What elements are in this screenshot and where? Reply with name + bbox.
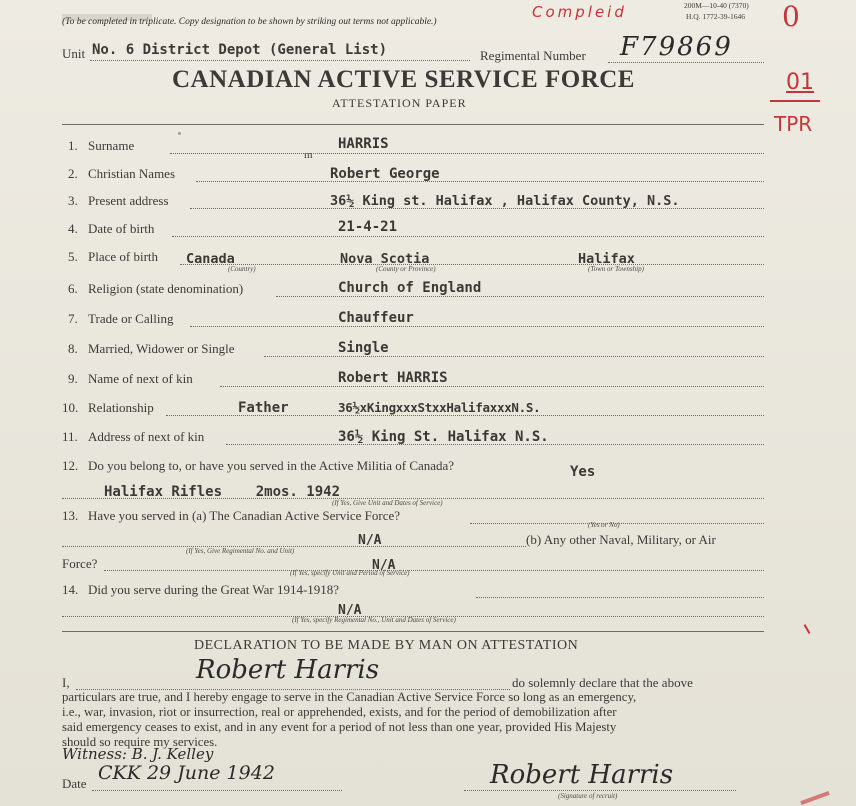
scan-speck <box>178 132 181 135</box>
signature-caption: (Signature of recruit) <box>558 792 618 800</box>
field-number: 5. <box>68 249 78 264</box>
date-label: Date <box>62 776 87 791</box>
witness-signature: Witness: B. J. Kelley <box>62 745 214 763</box>
completed-stamp: Compleid <box>532 3 627 21</box>
red-margin-mark <box>800 791 830 805</box>
margin-note-01: 01 <box>786 70 814 95</box>
field-line <box>190 208 764 209</box>
field-line <box>196 181 764 182</box>
question-number: 14. <box>62 582 79 597</box>
answer-a: N/A <box>358 533 382 548</box>
declaration-signed-name: Robert Harris <box>196 655 380 685</box>
field-number: 4. <box>68 221 78 236</box>
field-value: 36½ King st. Halifax , Halifax County, N.S. <box>330 193 680 209</box>
field-mark: m <box>304 149 313 161</box>
field-number: 6. <box>68 281 78 296</box>
declaration-line-5: should so require my services. <box>62 735 218 749</box>
signature-line <box>464 790 736 791</box>
answer-caption: (If Yes, specify Regimental No., Unit and Dates of Service) <box>292 616 456 624</box>
field-number: 8. <box>68 341 78 356</box>
birth-town-caption: (Town or Township) <box>588 265 644 273</box>
margin-red-line <box>770 100 820 102</box>
field-line <box>264 356 764 357</box>
form-title: CANADIAN ACTIVE SERVICE FORCE <box>172 66 635 93</box>
question-b-text: (b) Any other Naval, Military, or Air <box>526 532 716 547</box>
field-label: Name of next of kin <box>88 371 193 386</box>
declaration-text-end: do solemnly declare that the above <box>512 675 693 690</box>
declaration-heading: DECLARATION TO BE MADE BY MAN ON ATTESTATION <box>194 638 579 653</box>
field-label: Relationship <box>88 400 154 415</box>
regimental-number-line <box>608 62 764 63</box>
question-number: 13. <box>62 508 79 523</box>
regimental-number-value: F79869 <box>620 32 733 62</box>
birth-country-value: Canada <box>186 251 235 267</box>
field-line <box>180 264 764 265</box>
triplicate-note: (To be completed in triplicate. Copy designation to be shown by striking out terms not applicable.) <box>62 17 437 27</box>
field-label: Surname <box>88 138 135 153</box>
field-value: Single <box>338 340 389 356</box>
birth-town-value: Halifax <box>578 251 635 267</box>
form-code-1: 200M—10-40 (7370) <box>684 1 749 10</box>
header-divider <box>62 124 764 125</box>
declaration-line-4: said emergency ceases to exist, and in any event for a period of not less than one year, provided His Majesty <box>62 720 617 734</box>
date-line <box>92 790 342 791</box>
field-number: 1. <box>68 138 78 153</box>
declaration-line-3: i.e., war, invasion, riot or insurrection, real or apprehended, exists, and for the period of demobilization after <box>62 705 617 719</box>
field-label: Present address <box>88 193 169 208</box>
militia-detail: Halifax Rifles 2mos. 1942 <box>104 484 341 500</box>
field-number: 10. <box>62 400 79 415</box>
date-value: CKK 29 June 1942 <box>98 762 275 784</box>
field-value: 21-4-21 <box>338 219 398 235</box>
field-value: Church of England <box>338 280 482 296</box>
question-answer: Yes <box>570 464 596 480</box>
question-number: 12. <box>62 458 79 473</box>
margin-note-zero: 0 <box>782 0 800 33</box>
unit-label: Unit <box>62 46 86 61</box>
declaration-i: I, <box>62 675 70 690</box>
declaration-divider <box>62 631 764 632</box>
field-line <box>276 296 764 297</box>
field-value: Chauffeur <box>338 310 414 326</box>
field-label: Place of birth <box>88 249 159 264</box>
yes-no-caption: (Yes or No) <box>588 521 620 529</box>
field-number: 7. <box>68 311 78 326</box>
field-value: Robert George <box>330 166 440 182</box>
field-value: Robert HARRIS <box>338 370 448 386</box>
question-answer: N/A <box>338 603 362 618</box>
field-line <box>220 386 764 387</box>
force-label: Force? <box>62 556 98 571</box>
field-line <box>172 236 764 237</box>
field-line <box>190 326 764 327</box>
answer-line <box>476 597 764 598</box>
declaration-line-2: particulars are true, and I hereby engage to serve in the Canadian Active Service Force so long as an emergency, <box>62 690 637 704</box>
field-label: Married, Widower or Single <box>88 341 235 356</box>
answer-b: N/A <box>372 558 396 573</box>
unit-line <box>90 60 470 61</box>
birth-province-value: Nova Scotia <box>340 251 430 267</box>
form-code-2: H.Q. 1772-39-1646 <box>686 12 745 21</box>
unit-value: No. 6 District Depot (General List) <box>92 42 388 58</box>
question-text: Did you serve during the Great War 1914-1918? <box>88 582 340 597</box>
field-line <box>170 153 764 154</box>
field-label: Trade or Calling <box>88 311 174 326</box>
field-label: Date of birth <box>88 221 155 236</box>
field-value: HARRIS <box>338 136 389 152</box>
field-line <box>166 415 764 416</box>
field-value: Father <box>238 400 289 416</box>
answer-b-line <box>104 570 764 571</box>
answer-b-caption: (If Yes, specify Unit and Period of Service) <box>290 569 410 577</box>
answer-a-caption: (If Yes, Give Regimental No. and Unit) <box>186 547 295 555</box>
birth-country-caption: (Country) <box>228 265 256 273</box>
field-label: Religion (state denomination) <box>88 281 244 296</box>
field-number: 9. <box>68 371 78 386</box>
field-number: 11. <box>62 429 78 444</box>
field-label: Christian Names <box>88 166 176 181</box>
margin-note-tpr: TPR <box>774 112 813 136</box>
struck-out-text: 36½xKingxxxStxxHalifaxxxN.S. <box>338 400 541 415</box>
answer-caption: (If Yes, Give Unit and Dates of Service) <box>332 499 443 507</box>
form-subtitle: ATTESTATION PAPER <box>332 96 467 110</box>
recruit-signature: Robert Harris <box>490 760 674 790</box>
redaction-mark <box>62 14 152 21</box>
field-number: 2. <box>68 166 78 181</box>
field-number: 3. <box>68 193 78 208</box>
field-line <box>226 444 764 445</box>
field-label: Address of next of kin <box>88 429 205 444</box>
question-text: Have you served in (a) The Canadian Active Service Force? <box>88 508 400 523</box>
red-margin-tick <box>804 624 811 634</box>
question-text: Do you belong to, or have you served in the Active Militia of Canada? <box>88 458 455 473</box>
field-value: 36½ King St. Halifax N.S. <box>338 429 549 445</box>
birth-province-caption: (County or Province) <box>376 265 436 273</box>
regimental-number-label: Regimental Number <box>480 48 586 63</box>
